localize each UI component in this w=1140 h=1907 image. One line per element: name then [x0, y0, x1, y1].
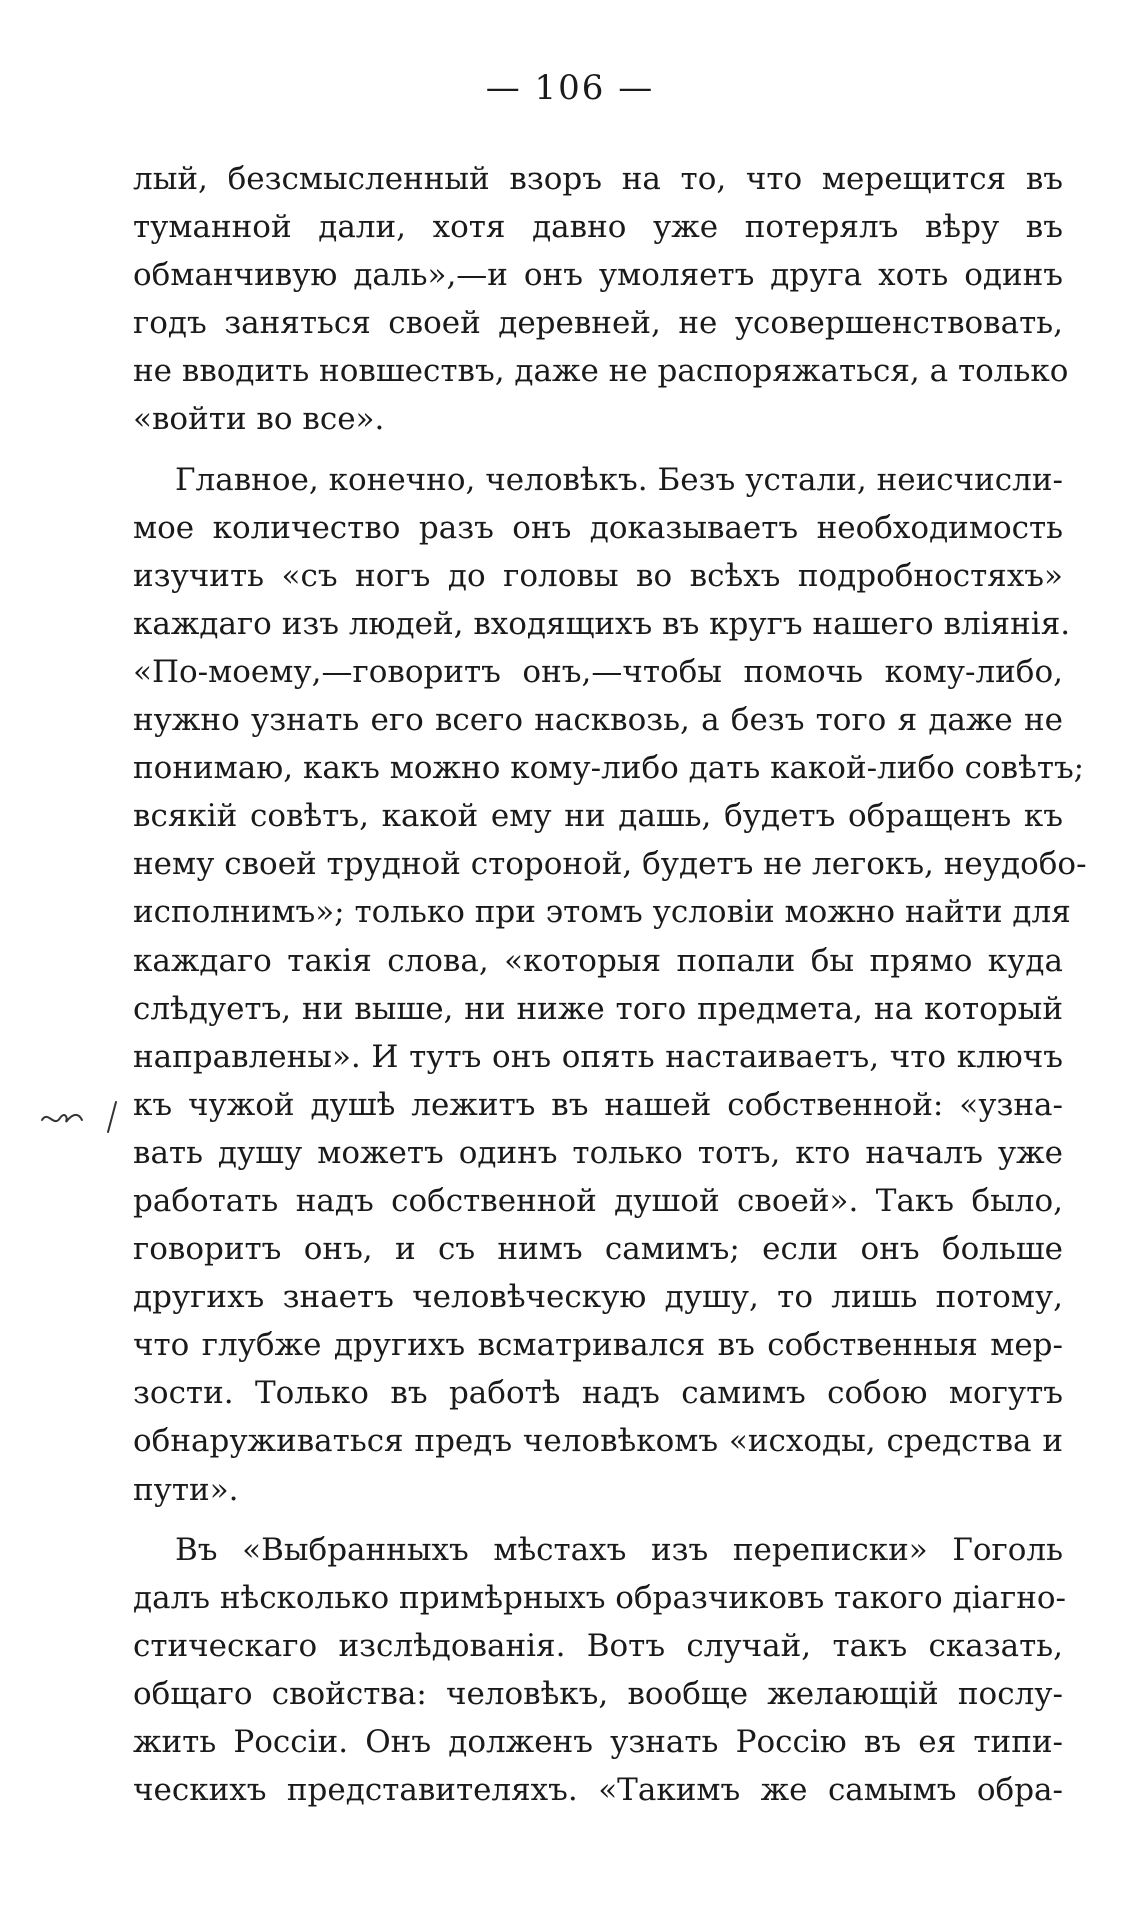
text-line: зости. Только въ работѣ надъ самимъ собою могутъ [133, 1375, 1063, 1412]
text-line: каждаго такія слова, «которыя попали бы прямо куда [133, 942, 1063, 979]
text-line: работать надъ собственной душой своей». Такъ было, [133, 1182, 1063, 1219]
text-line: исполнимъ»; только при этомъ условіи можно найти для [133, 894, 1071, 931]
paragraph-gap [133, 1514, 1063, 1526]
handwritten-margin-mark [38, 1098, 128, 1138]
text-line: всякій совѣтъ, какой ему ни дашь, будетъ обращенъ къ [133, 798, 1063, 835]
text-line: изучить «съ ногъ до головы во всѣхъ подробностяхъ» [133, 557, 1063, 594]
text-line: обманчивую даль»,—и онъ умоляетъ друга хоть одинъ [133, 257, 1063, 294]
text-line: «войти во все». [133, 401, 385, 438]
text-line: нужно узнать его всего насквозь, а безъ того я даже не [133, 702, 1063, 739]
text-line: туманной дали, хотя давно уже потерялъ вѣру въ [133, 209, 1063, 246]
text-line: далъ нѣсколько примѣрныхъ образчиковъ такого діагно- [133, 1579, 1067, 1616]
paragraph-1 [133, 155, 1069, 444]
paragraph-gap [133, 444, 1063, 456]
text-line: понимаю, какъ можно кому-либо дать какой-либо совѣтъ; [133, 750, 1085, 787]
text-line: жить Россіи. Онъ долженъ узнать Россію въ ея типи- [133, 1724, 1063, 1760]
text-line: обнаруживаться предъ человѣкомъ «исходы, средства и [133, 1423, 1063, 1460]
text-line: лый, безсмысленный взоръ на то, что мерещится въ [133, 161, 1063, 197]
paragraph-2 [133, 456, 1087, 1514]
text-line: Въ «Выбранныхъ мѣстахъ изъ переписки» Гоголь [175, 1531, 1063, 1568]
text-line: не вводить новшествъ, даже не распоряжаться, а только [133, 353, 1069, 390]
text-line: направлены». И тутъ онъ опять настаиваетъ, что ключъ [133, 1038, 1063, 1075]
paragraph-3 [133, 1526, 1067, 1815]
text-line: стическаго изслѣдованія. Вотъ случай, такъ сказать, [133, 1627, 1063, 1664]
text-line: другихъ знаетъ человѣческую душу, то лишь потому, [133, 1279, 1063, 1316]
text-line: говоритъ онъ, и съ нимъ самимъ; если онъ больше [133, 1231, 1063, 1268]
text-line: пути». [133, 1471, 239, 1508]
text-line: къ чужой душѣ лежитъ въ нашей собственной: «узна- [133, 1086, 1063, 1123]
text-line: годъ заняться своей деревней, не усовершенствовать, [133, 305, 1063, 342]
text-line: вать душу можетъ одинъ только тотъ, кто началъ уже [133, 1134, 1063, 1171]
text-line: нему своей трудной стороной, будетъ не легокъ, неудобо- [133, 846, 1087, 883]
text-line: слѣдуетъ, ни выше, ни ниже того предмета, на который [133, 990, 1063, 1027]
text-line: мое количество разъ онъ доказываетъ необходимость [133, 509, 1063, 546]
text-line: Главное, конечно, человѣкъ. Безъ устали, неисчисли- [175, 461, 1063, 498]
text-line: что глубже другихъ всматривался въ собственныя мер- [133, 1327, 1063, 1364]
text-line: общаго свойства: человѣкъ, вообще желающій послу- [133, 1675, 1063, 1712]
page-number: — 106 — [485, 68, 655, 108]
body-text [133, 155, 1087, 1814]
text-line: ческихъ представителяхъ. «Такимъ же самымъ обра- [133, 1772, 1063, 1809]
text-line: каждаго изъ людей, входящихъ въ кругъ нашего вліянія. [133, 605, 1071, 642]
text-line: «По-моему,—говоритъ онъ,—чтобы помочь кому-либо, [133, 653, 1063, 690]
